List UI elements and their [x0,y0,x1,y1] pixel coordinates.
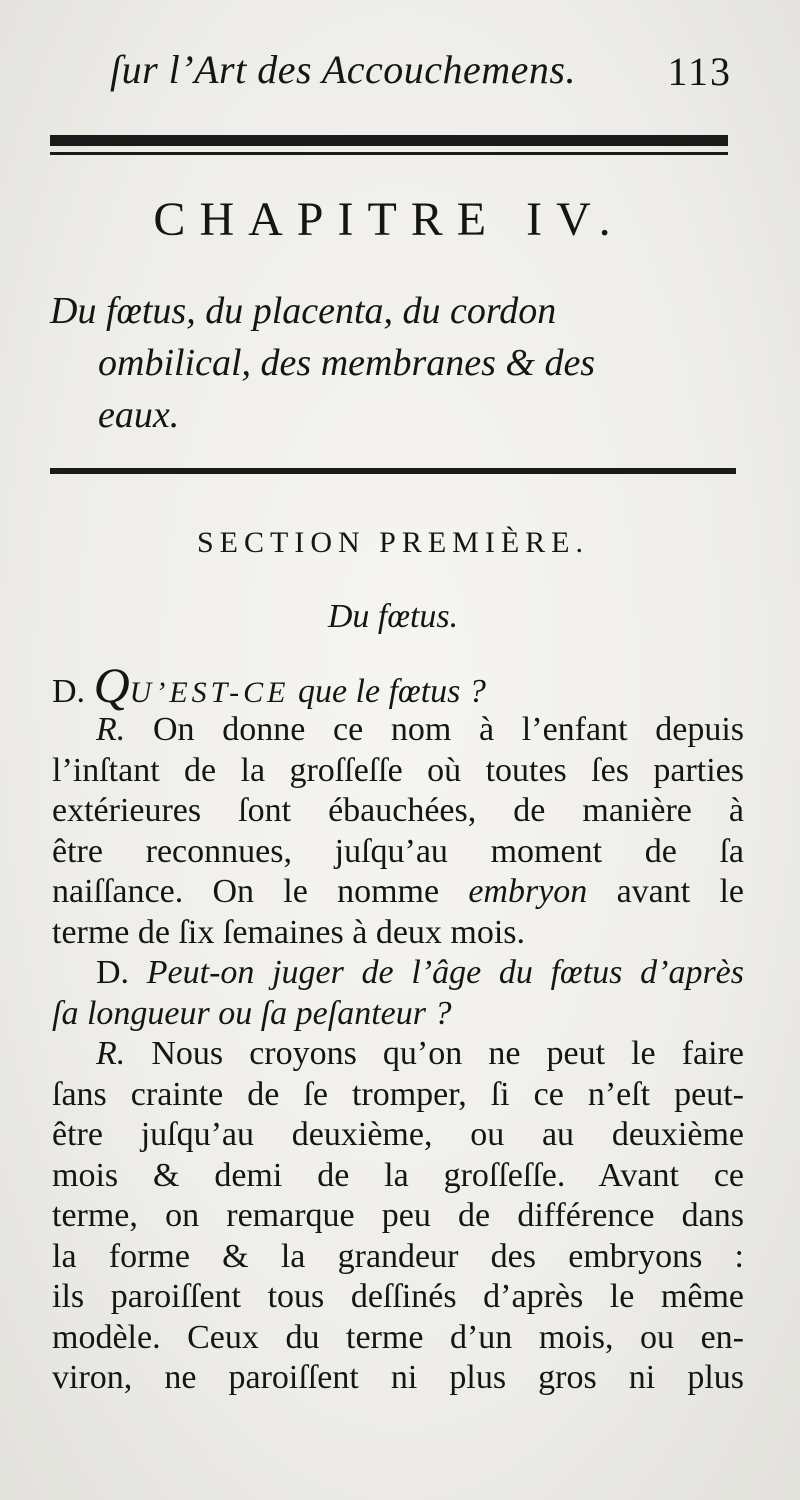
text-line: viron, ne paroiſſent ni plus gros ni plus [52,1359,744,1396]
chapter-title: CHAPITRE IV. [153,193,625,246]
chapter-subtitle-line: ombilical, des membranes & des [98,342,596,384]
chapter-subtitle-line: eaux. [98,394,180,436]
page-header [110,46,732,106]
question-line: ſa longueur ou ſa peſanteur ? [52,994,452,1032]
section-title: SECTION PREMIÈRE. [196,526,589,559]
italic-term: embryon [468,873,588,910]
text-line: ils paroiſſent tous deſſinés d’après le même [52,1278,744,1315]
question-line [52,953,744,994]
running-title: ſur l’Art des Accouchemens. [110,47,576,92]
text-line [52,872,744,913]
answer-text: On donne ce nom à l’enfant depuis [125,711,744,748]
text-line: la forme & la grandeur des embryons : [52,1237,744,1275]
body-text [52,657,745,1399]
question-marker: D. [52,673,86,710]
section-subtitle: Du fœtus. [327,598,459,635]
answer-line [52,710,744,751]
text-line: modèle. Ceux du terme d’un mois, ou en- [52,1318,744,1356]
question-text: Peut-on juger de l’âge du fœtus d’après [129,954,744,991]
question-line [52,657,744,713]
header-double-rule [50,135,728,161]
section-divider [50,468,736,474]
chapter-subtitle-line: Du fœtus, du placenta, du cordon [50,290,557,332]
text-line: ſans crainte de ſe tromper, ſi ce n’eſt peut- [52,1075,744,1113]
text-line: être juſqu’au deuxième, ou au deuxième [52,1116,744,1153]
answer-line [52,1034,744,1075]
text-line: terme, on remarque peu de différence dans [52,1197,744,1234]
answer-marker: R. [96,711,126,748]
page-number: 113 [667,49,732,94]
question-text: que le fœtus ? [289,673,486,710]
text-line: terme de ſix ſemaines à deux mois. [52,913,526,951]
text-line: extérieures ſont ébauchées, de manière à [52,792,744,829]
answer-text: Nous croyons qu’on ne peut le faire [125,1035,744,1072]
small-caps-word: U’EST-CE [129,676,290,709]
text-fragment: avant le [587,873,745,910]
text-line: être reconnues, juſqu’au moment de ſa [52,832,744,870]
text-line: l’inſtant de la groſſeſſe où toutes ſes parties [52,751,744,789]
question-marker: D. [96,954,130,991]
thick-rule [50,135,728,146]
text-fragment: naiſſance. On le nomme [52,873,469,910]
thin-rule [50,152,728,155]
answer-marker: R. [96,1035,126,1072]
text-line: mois & demi de la groſſeſſe. Avant ce [52,1156,744,1194]
chapter-subtitle [50,285,735,441]
drop-initial: Q [93,657,130,713]
